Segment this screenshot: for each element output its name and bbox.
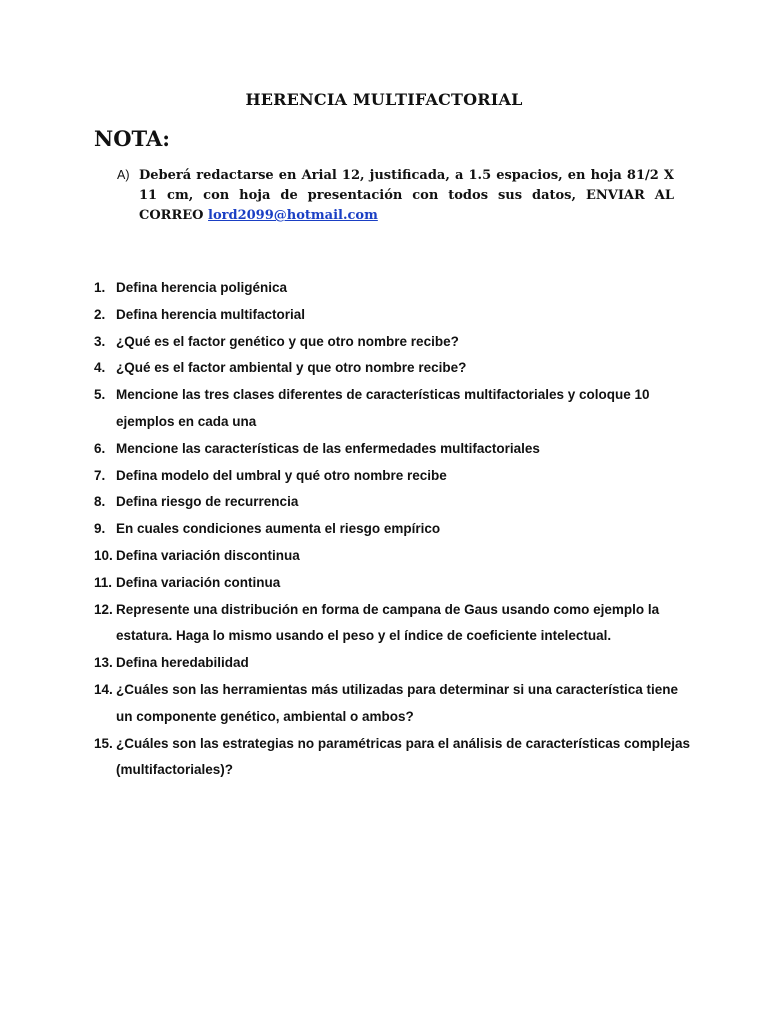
question-item <box>94 516 694 543</box>
question-item <box>94 543 694 570</box>
nota-marker: A) <box>117 168 130 182</box>
question-item <box>94 731 694 785</box>
question-number: 11. <box>94 574 113 590</box>
question-text: Defina riesgo de recurrencia <box>116 494 299 510</box>
question-number: 3. <box>94 333 106 349</box>
question-text: En cuales condiciones aumenta el riesgo empírico <box>116 521 441 537</box>
question-text: ¿Qué es el factor genético y que otro nombre recibe? <box>116 333 459 349</box>
question-number: 7. <box>94 467 106 483</box>
question-text: Defina variación continua <box>116 574 281 590</box>
question-item <box>94 570 694 597</box>
question-text: Represente una distribución en forma de campana de Gaus usando como ejemplo la estatura. Haga lo mismo usando el peso y el índice de coeficiente intelectual. <box>116 601 660 644</box>
question-text: ¿Cuáles son las herramientas más utilizadas para determinar si una característica tiene un componente genético, ambiental o ambos? <box>116 681 678 724</box>
nota-heading: NOTA: <box>94 126 171 151</box>
question-text: Defina variación discontinua <box>116 547 300 563</box>
document-title: HERENCIA MULTIFACTORIAL <box>245 90 523 109</box>
question-item <box>94 302 694 329</box>
question-item <box>94 355 694 382</box>
question-number: 8. <box>94 494 106 510</box>
question-number: 13. <box>94 655 113 671</box>
question-item <box>94 329 694 356</box>
nota-instructions: Deberá redactarse en Arial 12, justificada, a 1.5 espacios, en hoja 81/2 X 11 cm, con hoja de presentación con todos sus datos, ENVIAR AL CORREO <box>139 168 674 223</box>
question-text: ¿Qué es el factor ambiental y que otro nombre recibe? <box>116 360 467 376</box>
question-item <box>94 436 694 463</box>
question-item <box>94 650 694 677</box>
question-text: Defina modelo del umbral y qué otro nombre recibe <box>116 467 447 483</box>
question-number: 12. <box>94 601 113 617</box>
question-text: Defina herencia multifactorial <box>116 306 306 322</box>
question-item <box>94 275 694 302</box>
question-item <box>94 463 694 490</box>
question-number: 1. <box>94 280 106 295</box>
question-number: 6. <box>94 440 106 456</box>
question-number: 9. <box>94 521 106 537</box>
question-item <box>94 597 694 651</box>
question-number: 5. <box>94 387 106 403</box>
question-number: 14. <box>94 681 113 697</box>
question-number: 2. <box>94 306 106 322</box>
question-item <box>94 677 694 731</box>
question-number: 4. <box>94 360 106 376</box>
question-text: Defina herencia poligénica <box>116 280 288 295</box>
question-text: Mencione las tres clases diferentes de características multifactoriales y coloque 10 ejemplos en cada una <box>116 387 650 429</box>
question-text: ¿Cuáles son las estrategias no paramétricas para el análisis de características complejas (multifactoriales)? <box>116 735 691 778</box>
question-item <box>94 489 694 516</box>
question-text: Mencione las características de las enfermedades multifactoriales <box>116 440 540 456</box>
question-number: 10. <box>94 547 113 563</box>
nota-text-block <box>139 166 674 226</box>
question-number: 15. <box>94 735 113 751</box>
question-item <box>94 382 694 436</box>
question-text: Defina heredabilidad <box>116 655 249 671</box>
questions-list <box>94 275 694 784</box>
email-link[interactable]: lord2099@hotmail.com <box>208 208 378 223</box>
